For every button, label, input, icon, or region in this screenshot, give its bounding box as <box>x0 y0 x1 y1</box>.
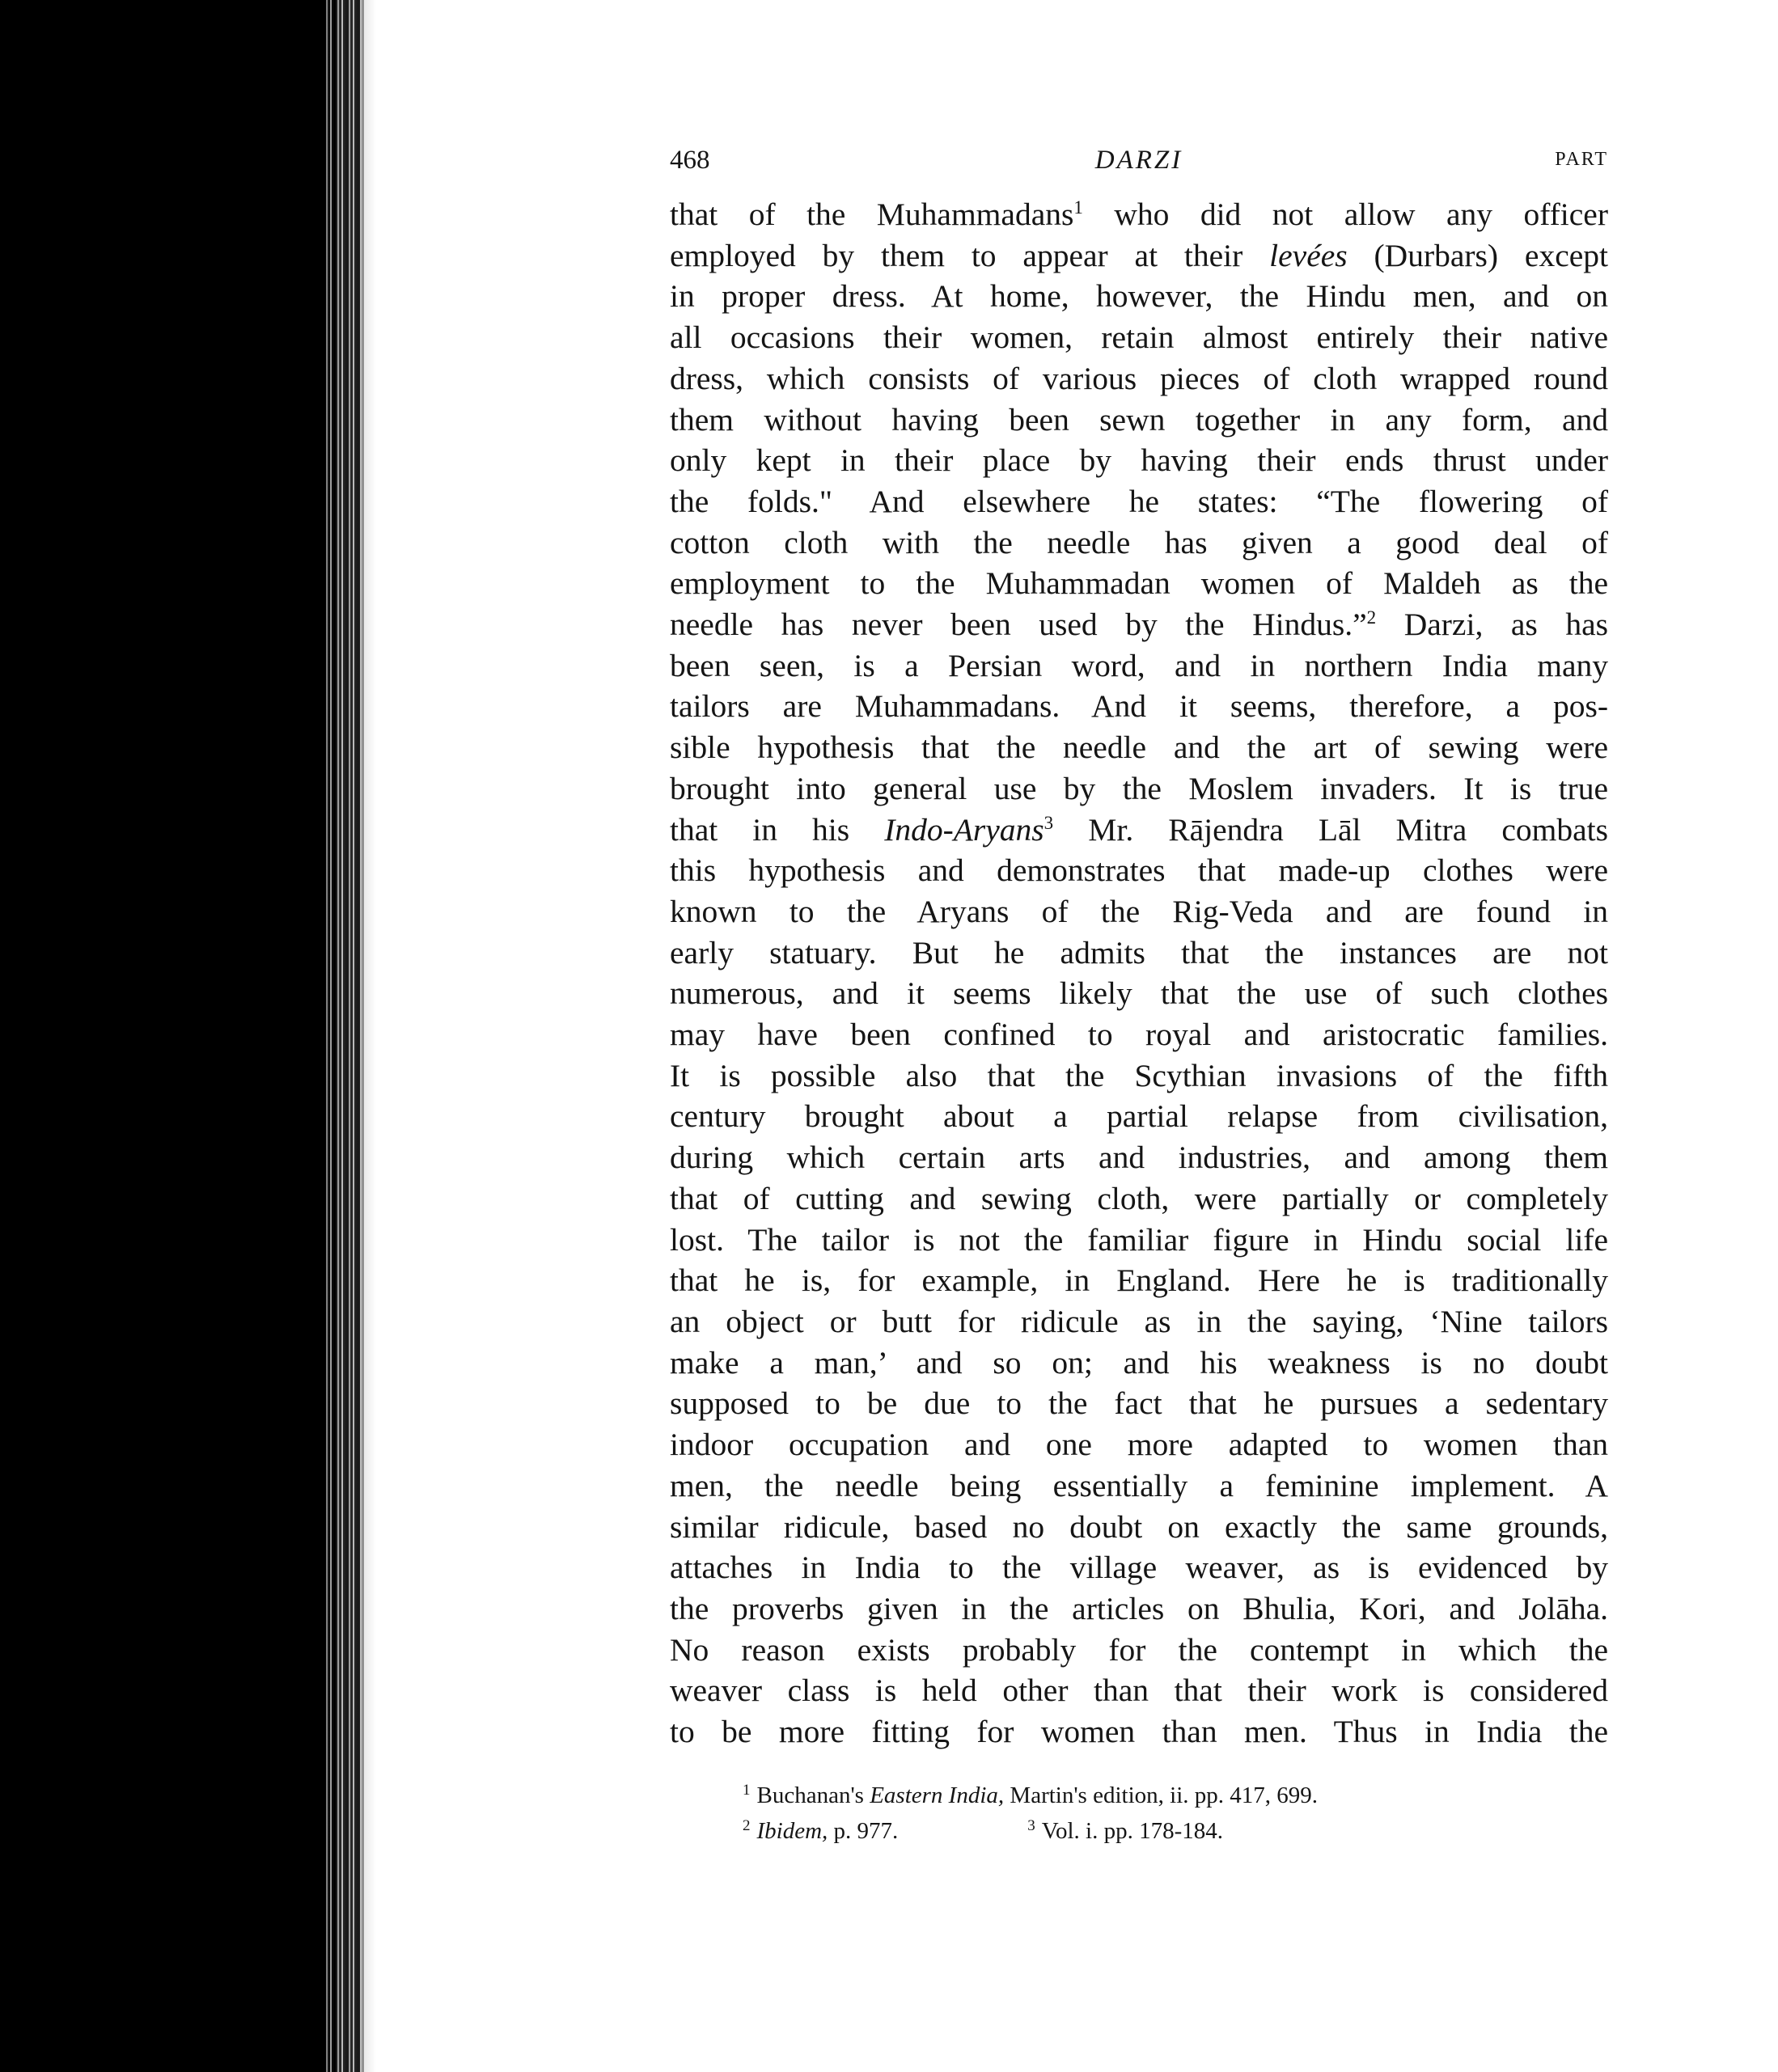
line-text: similar ridicule, based no doubt on exactly the same grounds, <box>670 1508 1608 1545</box>
text-line <box>670 1547 1608 1588</box>
text-line <box>670 604 1608 645</box>
footnote-text: Buchanan's <box>756 1782 870 1808</box>
line-text: the folds." And elsewhere he states: “The flowering of <box>670 483 1608 519</box>
text-line <box>670 440 1608 481</box>
footnote-mark: 1 <box>743 1781 751 1799</box>
line-text: needle has never been used by the Hindus.” <box>670 607 1367 643</box>
footnote-1 <box>743 1775 1608 1811</box>
text-line <box>670 1383 1608 1424</box>
text-line <box>670 481 1608 522</box>
footnote-2-3 <box>743 1811 1608 1846</box>
footnote-mark: 3 <box>1027 1816 1035 1834</box>
text-line <box>670 645 1608 687</box>
text-line <box>670 317 1608 358</box>
text-line <box>670 1014 1608 1055</box>
line-text: cotton cloth with the needle has given a good deal of <box>670 524 1608 560</box>
text-line <box>670 358 1608 400</box>
line-text: that of cutting and sewing cloth, were partially or completely <box>670 1180 1608 1216</box>
line-text: sible hypothesis that the needle and the art of sewing were <box>670 729 1608 766</box>
text-line <box>670 1424 1608 1465</box>
line-text: It is possible also that the Scythian invasions of the fifth <box>670 1057 1608 1093</box>
line-text: an object or butt for ridicule as in the saying, ‘Nine tailors <box>670 1303 1608 1339</box>
line-text: (Durbars) except <box>1347 237 1609 273</box>
text-line <box>670 1507 1608 1548</box>
line-text: who did not allow any officer <box>1082 197 1608 232</box>
line-text: may have been confined to royal and aristocratic families. <box>670 1017 1608 1053</box>
line-text: that of the Muhammadans <box>670 197 1074 232</box>
text-line <box>670 1343 1608 1384</box>
footnote-italic-title: Ibidem, <box>756 1817 828 1844</box>
line-text: been seen, is a Persian word, and in northern India many <box>670 647 1608 683</box>
line-text: lost. The tailor is not the familiar figure in Hindu social life <box>670 1221 1608 1258</box>
text-line <box>670 400 1608 441</box>
line-text: indoor occupation and one more adapted to women than <box>670 1427 1608 1463</box>
footnote-text: p. 977. <box>828 1817 899 1844</box>
line-text: known to the Aryans of the Rig-Veda and are found in <box>670 893 1608 929</box>
running-head <box>670 146 1608 194</box>
line-text: brought into general use by the Moslem invaders. It is true <box>670 770 1608 806</box>
text-line <box>670 1055 1608 1097</box>
line-text: employed by them to appear at their <box>670 237 1270 273</box>
line-text: them without having been sewn together in any form, and <box>670 401 1608 438</box>
footnote-ref: 2 <box>1366 607 1377 628</box>
line-text: that in his <box>670 811 885 848</box>
text-line <box>670 1301 1608 1343</box>
text-line <box>670 932 1608 974</box>
text-line <box>670 1220 1608 1261</box>
text-line <box>670 1465 1608 1507</box>
line-text: century brought about a partial relapse from civilisation, <box>670 1098 1608 1135</box>
line-text: all occasions their women, retain almost entirely their native <box>670 319 1608 356</box>
footnote-text: Martin's edition, ii. pp. 417, 699. <box>1004 1782 1319 1808</box>
footnotes <box>670 1775 1608 1846</box>
line-text: make a man,’ and so on; and his weakness is no doubt <box>670 1344 1608 1381</box>
line-text: numerous, and it seems likely that the use of such clothes <box>670 975 1608 1012</box>
footnote-mark: 2 <box>743 1816 751 1834</box>
scan-dark-margin <box>0 0 336 2072</box>
footnote-italic-title: Eastern India, <box>870 1782 1005 1808</box>
text-line <box>670 276 1608 317</box>
text-line <box>670 1096 1608 1137</box>
part-label: PART <box>1555 149 1608 170</box>
text-line <box>670 563 1608 604</box>
line-text: this hypothesis and demonstrates that made-up clothes were <box>670 852 1608 889</box>
text-line <box>670 973 1608 1014</box>
running-title: DARZI <box>1094 146 1183 175</box>
book-page <box>670 146 1608 1846</box>
page-number: 468 <box>670 146 710 175</box>
text-line <box>670 1711 1608 1753</box>
footnote-ref: 1 <box>1073 197 1083 218</box>
line-text: weaver class is held other than that their work is considered <box>670 1672 1608 1709</box>
footnote-ref: 3 <box>1044 812 1054 833</box>
line-text: supposed to be due to the fact that he pursues a sedentary <box>670 1385 1608 1422</box>
text-line <box>670 1588 1608 1630</box>
text-line <box>670 810 1608 851</box>
text-line <box>670 1260 1608 1301</box>
text-line <box>670 850 1608 891</box>
book-spine-edge <box>324 0 364 2072</box>
text-line <box>670 768 1608 810</box>
text-line <box>670 522 1608 564</box>
line-text: tailors are Muhammadans. And it seems, therefore, a pos- <box>670 688 1608 725</box>
italic-text: Indo-Aryans <box>884 811 1044 848</box>
footnote-text: Vol. i. pp. 178-184. <box>1041 1817 1224 1844</box>
line-text: Mr. Rājendra Lāl Mitra combats <box>1053 811 1608 848</box>
line-text: early statuary. But he admits that the instances are not <box>670 934 1608 970</box>
page-gutter-shadow <box>360 0 376 2072</box>
line-text: dress, which consists of various pieces of cloth wrapped round <box>670 360 1608 396</box>
text-line <box>670 1670 1608 1711</box>
text-line <box>670 1178 1608 1220</box>
line-text: attaches in India to the village weaver, as is evidenced by <box>670 1550 1608 1586</box>
line-text: men, the needle being essentially a feminine implement. A <box>670 1467 1608 1503</box>
text-line <box>670 1137 1608 1178</box>
text-line <box>670 727 1608 768</box>
italic-text: levées <box>1269 237 1348 273</box>
line-text: to be more fitting for women than men. Thus in India the <box>670 1714 1608 1750</box>
line-text: No reason exists probably for the contempt in which the <box>670 1631 1608 1668</box>
line-text: Darzi, as has <box>1376 607 1608 643</box>
text-line <box>670 235 1608 277</box>
line-text: in proper dress. At home, however, the Hindu men, and on <box>670 278 1608 315</box>
line-text: during which certain arts and industries, and among them <box>670 1140 1608 1176</box>
text-line <box>670 194 1608 235</box>
line-text: the proverbs given in the articles on Bhulia, Kori, and Jolāha. <box>670 1590 1608 1626</box>
line-text: only kept in their place by having their ends thrust under <box>670 442 1608 479</box>
line-text: that he is, for example, in England. Here he is traditionally <box>670 1262 1608 1299</box>
body-text <box>670 194 1608 1753</box>
text-line <box>670 686 1608 727</box>
line-text: employment to the Muhammadan women of Maldeh as the <box>670 565 1608 602</box>
text-line <box>670 1630 1608 1671</box>
text-line <box>670 891 1608 932</box>
